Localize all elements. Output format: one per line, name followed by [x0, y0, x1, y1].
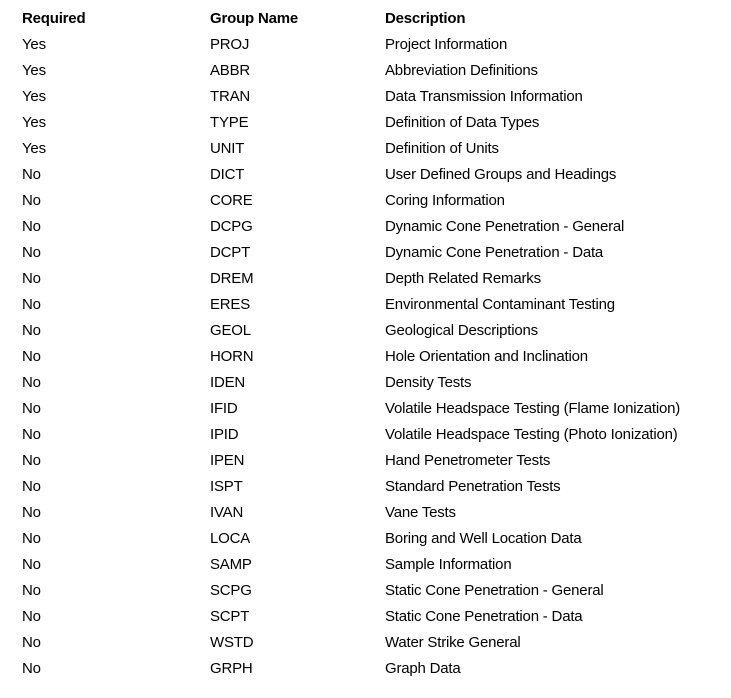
cell-description: Water Strike General [385, 634, 521, 651]
cell-description: Hand Penetrometer Tests [385, 452, 551, 469]
cell-description: Project Information [385, 36, 508, 53]
table-row [0, 474, 731, 500]
cell-required: Yes [22, 62, 46, 79]
cell-description: Hole Orientation and Inclination [385, 348, 588, 365]
table-row [0, 240, 731, 266]
cell-required: No [22, 348, 41, 365]
groups-table [0, 6, 731, 682]
cell-description: Static Cone Penetration - General [385, 582, 604, 599]
cell-group-name: GEOL [210, 322, 251, 339]
table-row [0, 526, 731, 552]
cell-description: Geological Descriptions [385, 322, 538, 339]
cell-required: No [22, 166, 41, 183]
table-header-row [0, 6, 731, 32]
table-row [0, 110, 731, 136]
cell-description: Boring and Well Location Data [385, 530, 582, 547]
cell-description: Volatile Headspace Testing (Photo Ionization) [385, 426, 678, 443]
cell-required: No [22, 322, 41, 339]
cell-description: Static Cone Penetration - Data [385, 608, 583, 625]
cell-group-name: DICT [210, 166, 245, 183]
cell-group-name: UNIT [210, 140, 245, 157]
cell-required: No [22, 608, 41, 625]
table-row [0, 578, 731, 604]
cell-group-name: ISPT [210, 478, 243, 495]
cell-group-name: TRAN [210, 88, 251, 105]
cell-group-name: HORN [210, 348, 254, 365]
cell-required: Yes [22, 36, 46, 53]
cell-description: Definition of Units [385, 140, 499, 157]
cell-required: No [22, 374, 41, 391]
cell-group-name: ABBR [210, 62, 251, 79]
cell-group-name: IPEN [210, 452, 245, 469]
cell-description: Abbreviation Definitions [385, 62, 538, 79]
cell-required: No [22, 218, 41, 235]
cell-description: Volatile Headspace Testing (Flame Ionization) [385, 400, 681, 417]
cell-required: Yes [22, 88, 46, 105]
cell-required: No [22, 504, 41, 521]
table-row [0, 604, 731, 630]
cell-group-name: ERES [210, 296, 251, 313]
cell-required: No [22, 634, 41, 651]
table-row [0, 500, 731, 526]
cell-description: Density Tests [385, 374, 472, 391]
cell-required: No [22, 582, 41, 599]
cell-description: Standard Penetration Tests [385, 478, 561, 495]
table-row [0, 656, 731, 682]
cell-required: No [22, 270, 41, 287]
cell-group-name: TYPE [210, 114, 249, 131]
cell-description: User Defined Groups and Headings [385, 166, 617, 183]
table-row [0, 84, 731, 110]
table-row [0, 292, 731, 318]
cell-required: No [22, 530, 41, 547]
cell-required: No [22, 244, 41, 261]
cell-group-name: DCPG [210, 218, 253, 235]
table-row [0, 552, 731, 578]
table-row [0, 318, 731, 344]
table-row [0, 58, 731, 84]
table-row [0, 422, 731, 448]
cell-group-name: CORE [210, 192, 253, 209]
cell-description: Environmental Contaminant Testing [385, 296, 615, 313]
cell-required: No [22, 296, 41, 313]
cell-required: No [22, 400, 41, 417]
cell-group-name: IFID [210, 400, 238, 417]
cell-required: No [22, 478, 41, 495]
cell-required: Yes [22, 114, 46, 131]
table-row [0, 266, 731, 292]
cell-required: No [22, 426, 41, 443]
cell-description: Graph Data [385, 660, 461, 677]
cell-group-name: IVAN [210, 504, 244, 521]
cell-description: Definition of Data Types [385, 114, 540, 131]
cell-description: Dynamic Cone Penetration - General [385, 218, 625, 235]
cell-required: Yes [22, 140, 46, 157]
table-row [0, 162, 731, 188]
cell-required: No [22, 192, 41, 209]
cell-group-name: SAMP [210, 556, 252, 573]
cell-group-name: PROJ [210, 36, 250, 53]
cell-description: Vane Tests [385, 504, 456, 521]
cell-required: No [22, 660, 41, 677]
cell-group-name: DCPT [210, 244, 251, 261]
cell-group-name: SCPG [210, 582, 252, 599]
table-row [0, 214, 731, 240]
header-group-name: Group Name [210, 10, 299, 27]
cell-group-name: SCPT [210, 608, 250, 625]
cell-group-name: LOCA [210, 530, 251, 547]
header-description: Description [385, 10, 466, 27]
cell-group-name: DREM [210, 270, 254, 287]
cell-description: Data Transmission Information [385, 88, 583, 105]
table-row [0, 344, 731, 370]
cell-description: Depth Related Remarks [385, 270, 541, 287]
cell-group-name: WSTD [210, 634, 254, 651]
table-body [0, 32, 731, 682]
cell-group-name: IDEN [210, 374, 246, 391]
cell-description: Sample Information [385, 556, 512, 573]
table-row [0, 370, 731, 396]
table-row [0, 630, 731, 656]
table-row [0, 136, 731, 162]
cell-group-name: GRPH [210, 660, 253, 677]
header-required: Required [22, 10, 86, 27]
cell-description: Coring Information [385, 192, 505, 209]
cell-required: No [22, 452, 41, 469]
table-row [0, 32, 731, 58]
cell-required: No [22, 556, 41, 573]
cell-group-name: IPID [210, 426, 239, 443]
cell-description: Dynamic Cone Penetration - Data [385, 244, 604, 261]
table-row [0, 396, 731, 422]
table-row [0, 188, 731, 214]
table-row [0, 448, 731, 474]
